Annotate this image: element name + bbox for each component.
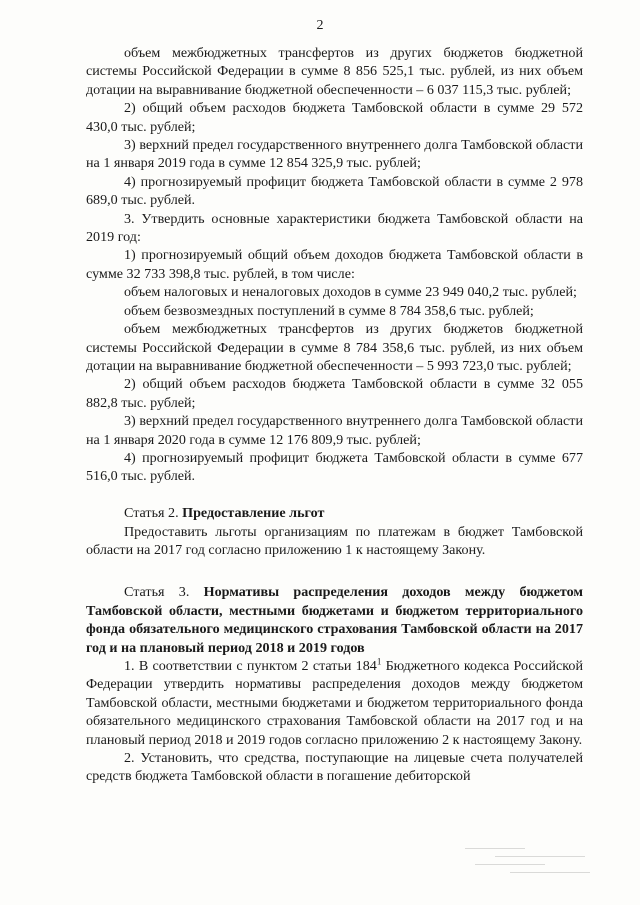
article-3-title: Нормативы распределения доходов между бюджетом Тамбовской области, местными бюджетами и бюджетом территориального фонда обязательного медицинского страхования Тамбовской области на 2017 год и на плановый период 2018 и 2019 годов — [86, 584, 583, 656]
paragraph-surplus-2019: 4) прогнозируемый профицит бюджета Тамбовской области в сумме 677 516,0 тыс. рублей. — [86, 449, 583, 485]
article-3-paragraph-2: 2. Установить, что средства, поступающие на лицевые счета получателей средств бюджета Тамбовской области в погашение дебиторской — [86, 750, 583, 785]
article-2-heading — [86, 504, 583, 522]
article-3-p1-after: Бюджетного кодекса Российской Федерации утвердить нормативы распределения доходов между бюджетом Тамбовской области, местными бюджетами и бюджетом территориального фонда обязательного медицинского страхования Тамбовской области на 2017 год и на плановый период 2018 и 2019 годов согласно приложению 2 к настоящему Закону. — [86, 657, 583, 748]
document-body — [86, 44, 583, 786]
article-3-p1-sup: 1 — [376, 656, 382, 667]
paragraph-grants-2019: объем безвозмездных поступлений в сумме 8 784 358,6 тыс. рублей; — [124, 302, 534, 319]
article-2-prefix: Статья 2. — [124, 505, 183, 522]
paragraph-transfers-2018: объем межбюджетных трансфертов из других бюджетов бюджетной системы Российской Федерации в сумме 8 856 525,1 тыс. рублей, из них объем дотации на выравнивание бюджетной обеспеченности – 6 037 115,3 тыс. рублей; — [86, 45, 583, 98]
paragraph-item-3-header: 3. Утвердить основные характеристики бюджета Тамбовской области на 2019 год: — [86, 210, 583, 246]
article-2-title: Предоставление льгот — [182, 505, 325, 522]
paragraph-transfers-2019: объем межбюджетных трансфертов из других бюджетов бюджетной системы Российской Федерации в сумме 8 784 358,6 тыс. рублей, из них объем дотации на выравнивание бюджетной обеспеченности – 5 993 723,0 тыс. рублей; — [86, 321, 583, 374]
paragraph-debt-limit-2018: 3) верхний предел государственного внутреннего долга Тамбовской области на 1 января 2019 года в сумме 12 854 325,9 тыс. рублей; — [86, 137, 583, 172]
paragraph-expenses-2019: 2) общий объем расходов бюджета Тамбовской области в сумме 32 055 882,8 тыс. рублей; — [86, 376, 583, 411]
article-3-heading — [86, 583, 583, 657]
article-3-prefix: Статья 3. — [124, 584, 204, 601]
article-3-p1-before: 1. В соответствии с пунктом 2 статьи 184 — [124, 657, 377, 674]
scan-artifact — [455, 842, 605, 882]
paragraph-debt-limit-2019: 3) верхний предел государственного внутреннего долга Тамбовской области на 1 января 2020 года в сумме 12 176 809,9 тыс. рублей; — [86, 413, 583, 448]
page-number: 2 — [316, 18, 324, 33]
paragraph-tax-revenue-2019: объем налоговых и неналоговых доходов в сумме 23 949 040,2 тыс. рублей; — [124, 284, 577, 301]
paragraph-surplus-2018: 4) прогнозируемый профицит бюджета Тамбовской области в сумме 2 978 689,0 тыс. рублей. — [86, 173, 583, 209]
paragraph-revenue-2019: 1) прогнозируемый общий объем доходов бюджета Тамбовской области в сумме 32 733 398,8 тыс. рублей, в том числе: — [86, 247, 583, 282]
paragraph-expenses-2018: 2) общий объем расходов бюджета Тамбовской области в сумме 29 572 430,0 тыс. рублей; — [86, 100, 583, 135]
article-3-paragraph-1 — [86, 657, 583, 749]
article-2-text: Предоставить льготы организациям по платежам в бюджет Тамбовской области на 2017 год согласно приложению 1 к настоящему Закону. — [86, 523, 583, 558]
spacer — [86, 486, 583, 504]
spacer — [86, 559, 583, 583]
